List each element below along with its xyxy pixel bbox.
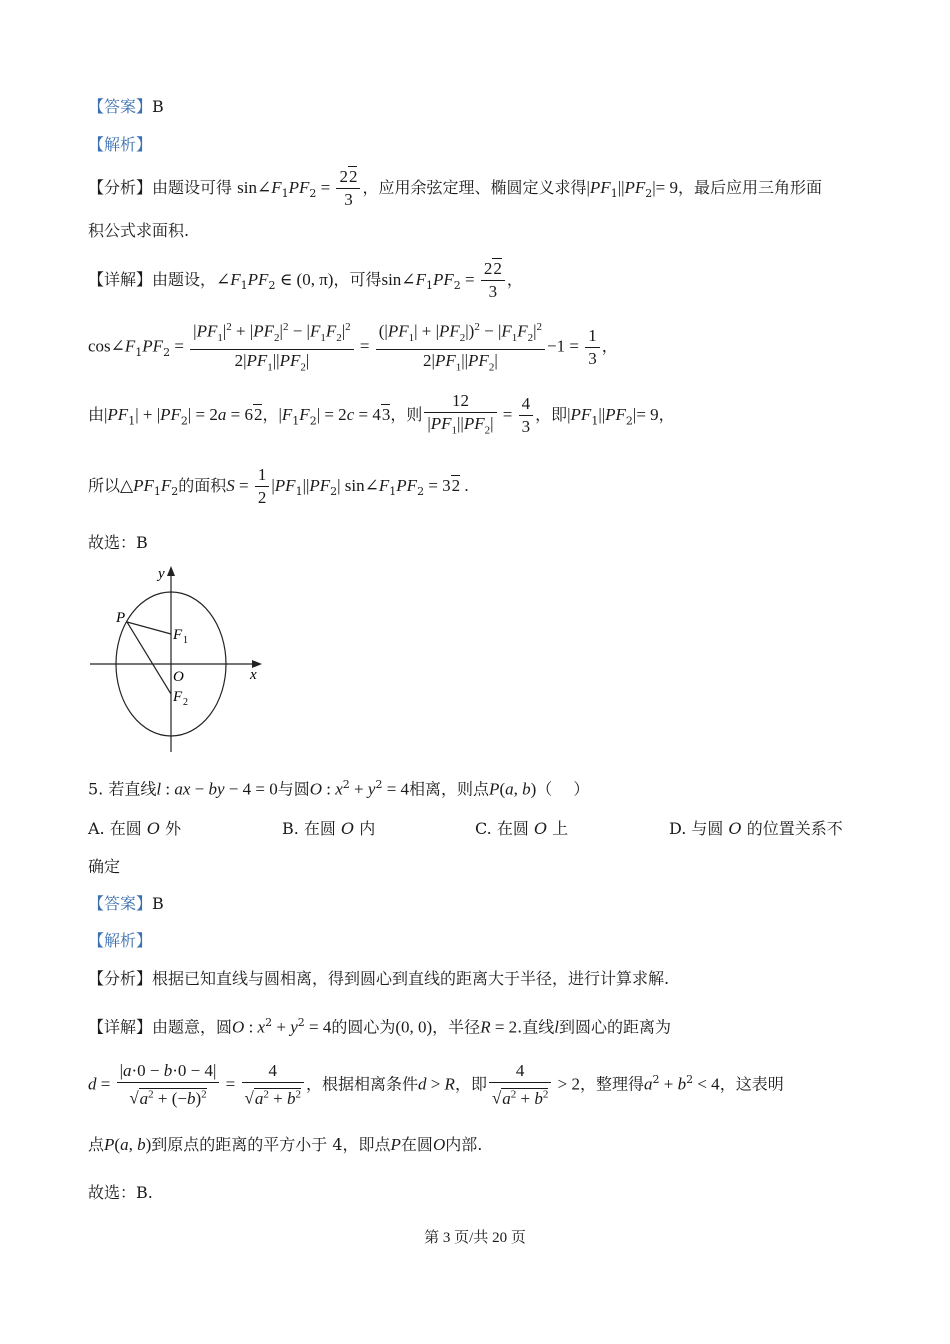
q5-concl-c: 在圆: [400, 1135, 433, 1154]
q5-answer: B: [152, 894, 164, 913]
ji-text: ，即: [535, 405, 568, 425]
option-c-tail: 上: [552, 819, 569, 838]
q5-choose: 故选：B.: [88, 1183, 153, 1202]
option-a: [88, 818, 181, 840]
page-footer: 第 3 页/共 20 页: [424, 1230, 526, 1246]
q5-fenxi-text: 根据已知直线与圆相离，得到圆心到直线的距离大于半径，进行计算求解.: [152, 969, 670, 988]
q5-analysis-tag: 【解析】: [88, 931, 153, 950]
detail-tag: 【详解】: [88, 270, 153, 289]
q5-detail-line: 【详解】由题意，圆O : $x^2 + y^2 = 4$的圆心为(0, 0)，半径R = 2.直线l到圆心的距离为: [88, 1016, 672, 1037]
q4-answer-line: [88, 96, 164, 118]
q4-analysis-tag: 【解析】: [88, 135, 153, 154]
fenxi-tag: 【分析】: [88, 178, 153, 197]
O-label: O: [173, 669, 184, 685]
fenxi-text-3: ，最后应用三角形面: [678, 178, 823, 197]
option-d-text: D. 与圆: [669, 819, 724, 838]
suoyi-text: 所以: [88, 476, 121, 495]
q5-cond-d: ，这表明: [719, 1074, 784, 1094]
q4-fenxi-line: 【分析】由题设可得 $\sin\angle F_1PF_2$ = $\frac{22}{3}$ ，应用余弦定理、椭圆定义求得$|PF_1||PF_2|= 9$，最后应用三角形面: [88, 167, 823, 209]
option-b: [282, 818, 375, 840]
option-d-cont: 确定: [88, 857, 121, 876]
F1-subscript: 1: [183, 635, 188, 646]
option-d-O: O: [728, 819, 742, 838]
q5-cond-b: ，即: [454, 1074, 487, 1094]
q5-paren: （ ）: [536, 779, 590, 799]
option-b-text: B. 在圆: [282, 819, 336, 838]
q5-detail-d: .直线: [517, 1017, 555, 1037]
P-label: P: [116, 610, 126, 626]
q5-fenxi-line: [88, 968, 669, 990]
q5-concl-b: 到原点的距离的平方小于 4，即点: [151, 1135, 391, 1154]
q5-stem-c: 相离，则点: [409, 779, 490, 799]
q5-stem-b: 与圆: [277, 779, 310, 799]
option-d-tail: 的位置关系不: [746, 819, 843, 838]
q4-fenxi-line-2: 积公式求面积.: [88, 221, 190, 240]
y-label: y: [158, 566, 165, 582]
answer-tag-2: 【答案】: [88, 894, 153, 913]
q4-sum-line: 由$|PF_1| + |PF_2| = 2a = 62$，$|F_1F_2| = 2c = 43$，则 $\frac{12}{|PF_1||PF_2|}$ = $\frac{4}{3}$ ，即$|PF_1||PF_2|= 9$，: [88, 391, 675, 437]
y-axis-arrow: [167, 566, 175, 576]
q5-stem-a: 若直线: [108, 779, 157, 799]
option-d: [669, 818, 843, 840]
option-c-text: C. 在圆: [475, 819, 529, 838]
q5-distance-line: d = $\frac{|a\cdot 0 - b\cdot 0 - 4|}{√a^2 + (-b)^2}$ = $\frac{4}{√a^2 + b^2}$ ，根据相离条件d > R，即 $\frac{4}{√a^2 + b^2}$ > 2，整理得$a^2 + b^2 < 4$，这表明: [88, 1061, 784, 1108]
you-text: 由: [88, 405, 105, 425]
F2-label: F: [173, 689, 183, 705]
q5-conclusion-line: 点P(a, b)到原点的距离的平方小于 4，即点P在圆O内部.: [88, 1135, 483, 1154]
q5-cond-a: ，根据相离条件: [305, 1074, 418, 1094]
fenxi-text: 由题设可得: [152, 178, 233, 197]
q4-answer: B: [152, 97, 164, 116]
option-a-text: A. 在圆: [88, 819, 142, 838]
q5-concl-a: 点: [88, 1135, 105, 1154]
ze-text: ，则: [390, 405, 423, 425]
q5-stem: 5. 若直线l : ax − by − 4 = 0与圆O : $x^2 + y^2 = 4$相离，则点P(a, b)（ ）: [88, 778, 590, 799]
q4-detail-line: 【详解】由题设，$\angle F_1PF_2$ ∈ (0, π)，可得$\sin\angle F_1PF_2$ = $\frac{22}{3}$ ，: [88, 259, 523, 301]
detail-text-2: ，可得: [333, 270, 382, 289]
q4-area-line: 所以$\triangle PF_1F_2$的面积S = $\frac{1}{2}$ $|PF_1||PF_2|$ $\sin\angle F_1PF_2 = 32$ .: [88, 465, 469, 507]
option-c: [475, 818, 568, 840]
option-b-tail: 内: [359, 819, 376, 838]
q5-detail-e: 到圆心的距离为: [559, 1017, 672, 1037]
mianji-text: 的面积: [178, 476, 227, 495]
F1-label: F: [173, 627, 183, 643]
q4-choose: 故选：B: [88, 533, 148, 552]
x-label: x: [250, 667, 257, 683]
q5-number: 5.: [88, 779, 104, 799]
q5-detail-b: 的圆心为: [331, 1017, 396, 1037]
fenxi-text-2: ，应用余弦定理、椭圆定义求得: [362, 178, 587, 197]
option-c-O: O: [533, 819, 548, 838]
detail-text: 由题设，: [152, 270, 217, 289]
fenxi-tag-2: 【分析】: [88, 969, 153, 988]
option-a-tail: 外: [165, 819, 182, 838]
detail-tag-2: 【详解】: [88, 1017, 153, 1037]
q5-detail-c: ，半径: [432, 1017, 481, 1037]
option-a-O: O: [146, 819, 160, 838]
answer-tag: 【答案】: [88, 97, 153, 116]
F2-subscript: 2: [183, 697, 188, 708]
ellipse-figure: [86, 562, 266, 754]
q5-detail-a: 由题意，圆: [152, 1017, 233, 1037]
q4-cosine-formula: $\cos\angle F_1PF_2$ = $\frac{|PF_1|^2 + |PF_2|^2 - |F_1F_2|^2}{2|PF_1||PF_2|}$ = $\frac{(|PF_1| + |PF_2|)^2 - |F_1F_2|^2}{2|PF_1||PF_2|}$ −1 = $\frac{1}{3}$ ，: [88, 316, 618, 378]
q5-answer-line: [88, 893, 164, 915]
option-b-O: O: [341, 819, 355, 838]
q5-concl-d: 内部.: [445, 1135, 483, 1154]
q5-cond-c: ，整理得: [579, 1074, 644, 1094]
